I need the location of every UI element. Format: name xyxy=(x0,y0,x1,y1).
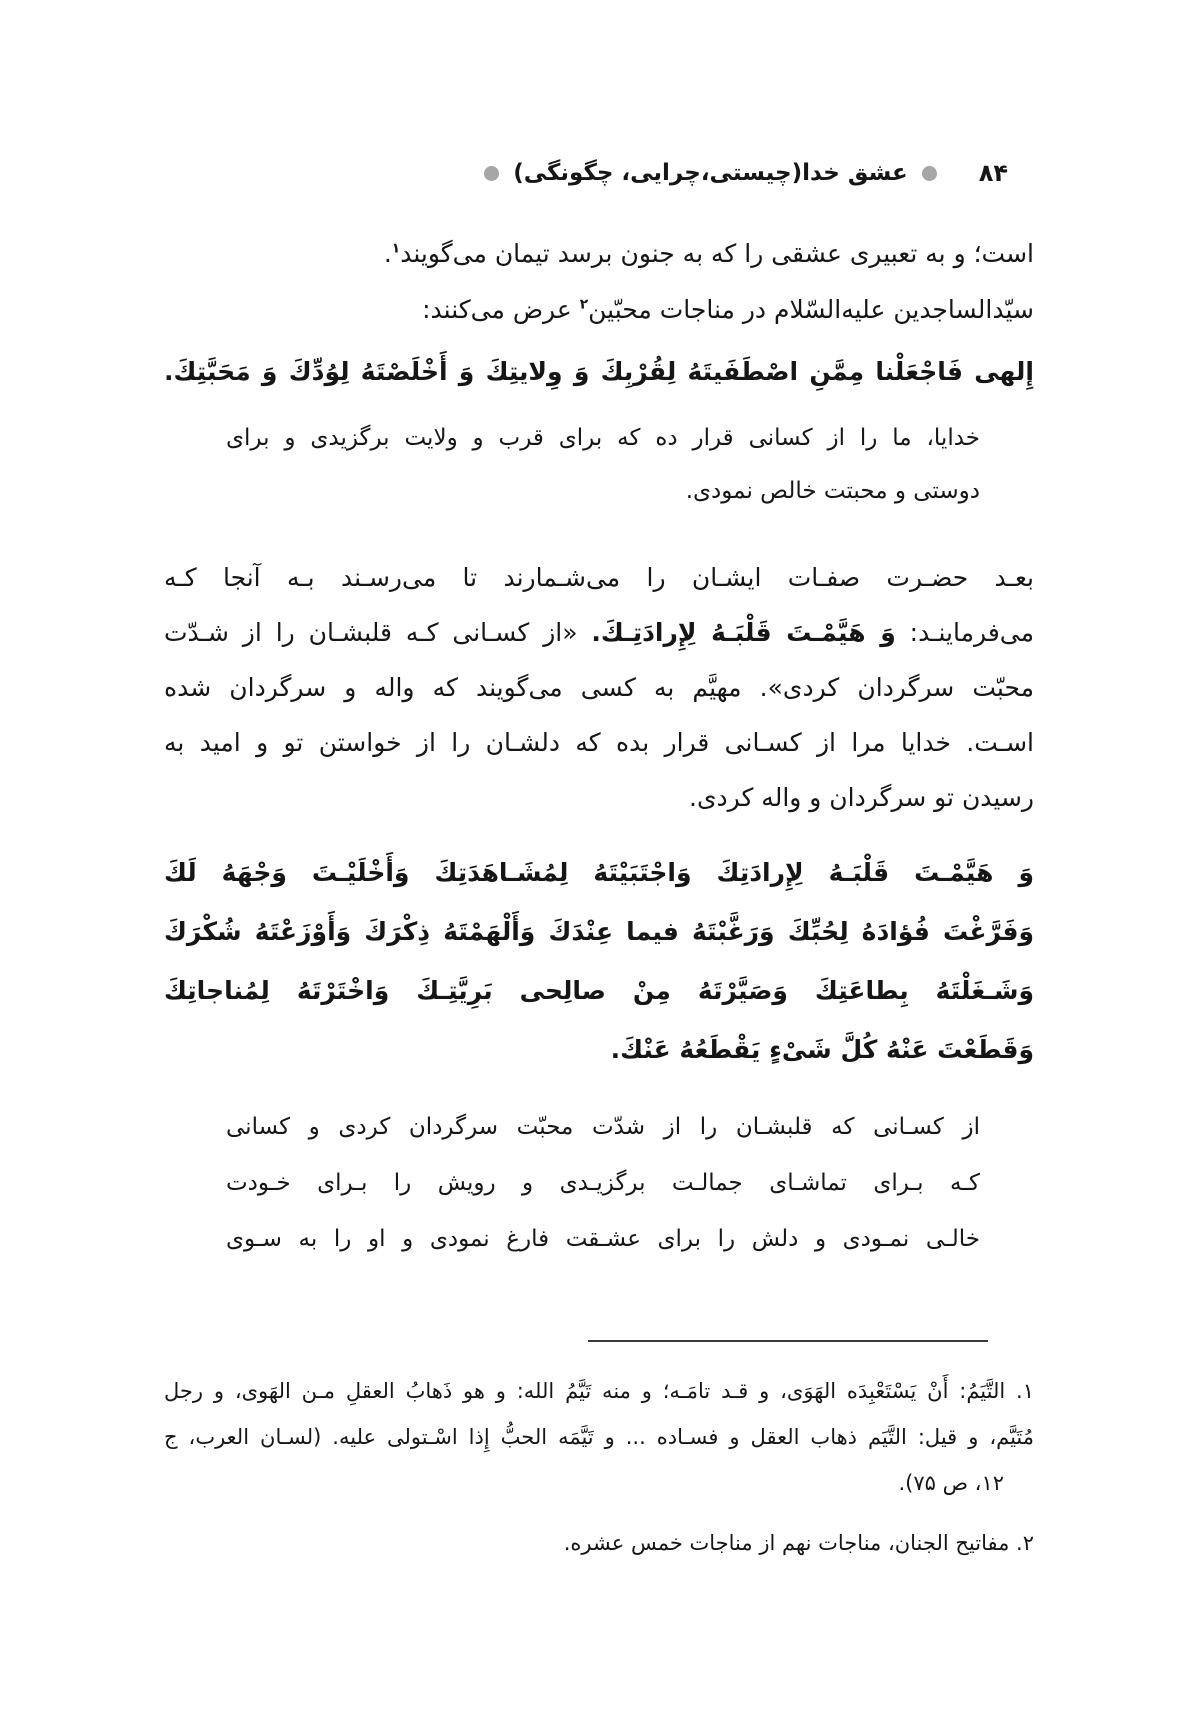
arabic-line: وَ هَیَّمْـتَ قَلْبَـهُ لِإِرادَتِكَ وَاجْتَبَیْتَهُ لِمُشَـاهَدَتِكَ وَأَخْلَیْـتَ وَجْهَهُ لَكَ xyxy=(164,858,1034,887)
paragraph-text: است؛ و به تعبیری عشقی را که به جنون برسد تیمان می‌گویند xyxy=(400,239,1034,268)
paragraph-text: سیّدالساجدین علیه‌السّلام در مناجات محبّین xyxy=(588,295,1034,324)
text-line: محبّت سرگردان کردی». مهیَّم به کسی می‌گویند که واله و سرگردان شده xyxy=(164,673,1034,702)
inline-arabic-quote: وَ هَیَّمْـتَ قَلْبَـهُ لِإِرادَتِـكَ. xyxy=(591,618,896,647)
footnote-line: ۱۲، ص ۷۵). xyxy=(898,1471,1004,1495)
footnote-ref-2: ۲ xyxy=(579,296,589,313)
footnote-line: ۱. التَّیَمُ: أَنْ یَسْتَعْبِدَه الهَوَی، و قـد تامَـه؛ و منه تَیَّمُ الله: و هو ذَهابُ العقلِ مـن الهَوی، و رجل xyxy=(164,1379,1034,1403)
text-line: بعـد حضـرت صفـات ایشـان را می‌شـمارند تا می‌رسـند بـه آنجا کـه xyxy=(164,563,1034,592)
text-segment: «از کسـانی کـه قلبشـان را از شـدّت xyxy=(164,618,592,647)
footnote-ref-1: ۱ xyxy=(391,240,401,257)
paragraph-text-end: عرض می‌کنند: xyxy=(422,295,580,324)
arabic-line: وَفَرَّغْتَ فُؤادَهُ لِحُبِّكَ وَرَغَّبْتَهُ فیما عِنْدَكَ وَأَلْهَمْتَهُ ذِكْرَكَ وَأَوْزَعْتَهُ شُكْرَكَ xyxy=(164,917,1034,946)
footnotes-section xyxy=(164,1340,1034,1566)
text-segment: می‌فرماینـد: xyxy=(895,618,1034,647)
footnote-line: مُتَیَّم، و قیل: التَّیَم ذهاب العقل و فسـاده ... و تَیَّمَه الحبُّ إِذا اسْـتولی علیه. (لسـان العرب، ج xyxy=(164,1425,1034,1449)
text-line xyxy=(164,605,1034,660)
body-text xyxy=(164,226,1034,1267)
translation-block-2 xyxy=(226,1099,980,1267)
footnote-separator-rule xyxy=(588,1340,988,1342)
paragraph-intro xyxy=(164,282,1034,338)
translation-line: خالـی نمـودی و دلش را برای عشـقت فارغ نمودی و او را به سـوی xyxy=(226,1226,980,1252)
arabic-line: وَشَـغَلْتَهُ بِطاعَتِكَ وَصَیَّرْتَهُ مِنْ صالِحی بَرِیَّتِـكَ وَاخْتَرْتَهُ لِمُناجاتِكَ xyxy=(164,976,1034,1005)
translation-line: خدایا، ما را از کسانی قرار ده که برای قرب و ولایت برگزیدی و برای xyxy=(226,425,980,451)
paragraph-text-end: . xyxy=(383,239,392,268)
text-line: اسـت. خدایا مرا از کسـانی قرار بده که دلشـان را از خواستن تو و امید به xyxy=(164,728,1034,757)
footnote-line: ۲. مفاتیح الجنان، مناجات نهم از مناجات خمس عشره. xyxy=(563,1531,1034,1555)
translation-block-1 xyxy=(226,412,980,518)
footnote-2 xyxy=(164,1520,1034,1566)
header-dot-left-icon xyxy=(484,166,499,181)
footnote-1 xyxy=(164,1368,1034,1506)
running-header xyxy=(164,150,1034,196)
translation-line: از کسـانی که قلبشـان را از شدّت محبّت سرگردان کردی و کسانی xyxy=(226,1114,980,1140)
arabic-line: وَقَطَعْتَ عَنْهُ كُلَّ شَیْءٍ یَقْطَعُهُ عَنْكَ. xyxy=(610,1035,1034,1064)
translation-line: کـه بـرای تماشـای جمالـت برگزیـدی و رویش را بـرای خـودت xyxy=(226,1170,980,1196)
translation-line: دوستی و محبتت خالص نمودی. xyxy=(685,478,980,504)
header-title: عشق خدا(چیستی،چرایی، چگونگی) xyxy=(513,160,908,186)
page-number: ۸۴ xyxy=(978,159,1008,187)
arabic-quote-2 xyxy=(164,843,1034,1079)
paragraph-commentary xyxy=(164,550,1034,825)
text-line: رسیدن تو سرگردان و واله کردی. xyxy=(689,783,1034,812)
paragraph-continuation xyxy=(164,226,1034,282)
arabic-quote-1: إِلهی فَاجْعَلْنا مِمَّنِ اصْطَفَیتَهُ لِقُرْبِكَ وَ وِلایتِكَ وَ أَخْلَصْتَهُ لِوُدِّكَ وَ مَحَبَّتِكَ. xyxy=(164,357,1034,386)
text-column xyxy=(164,150,1034,1267)
header-dot-right-icon xyxy=(922,166,937,181)
